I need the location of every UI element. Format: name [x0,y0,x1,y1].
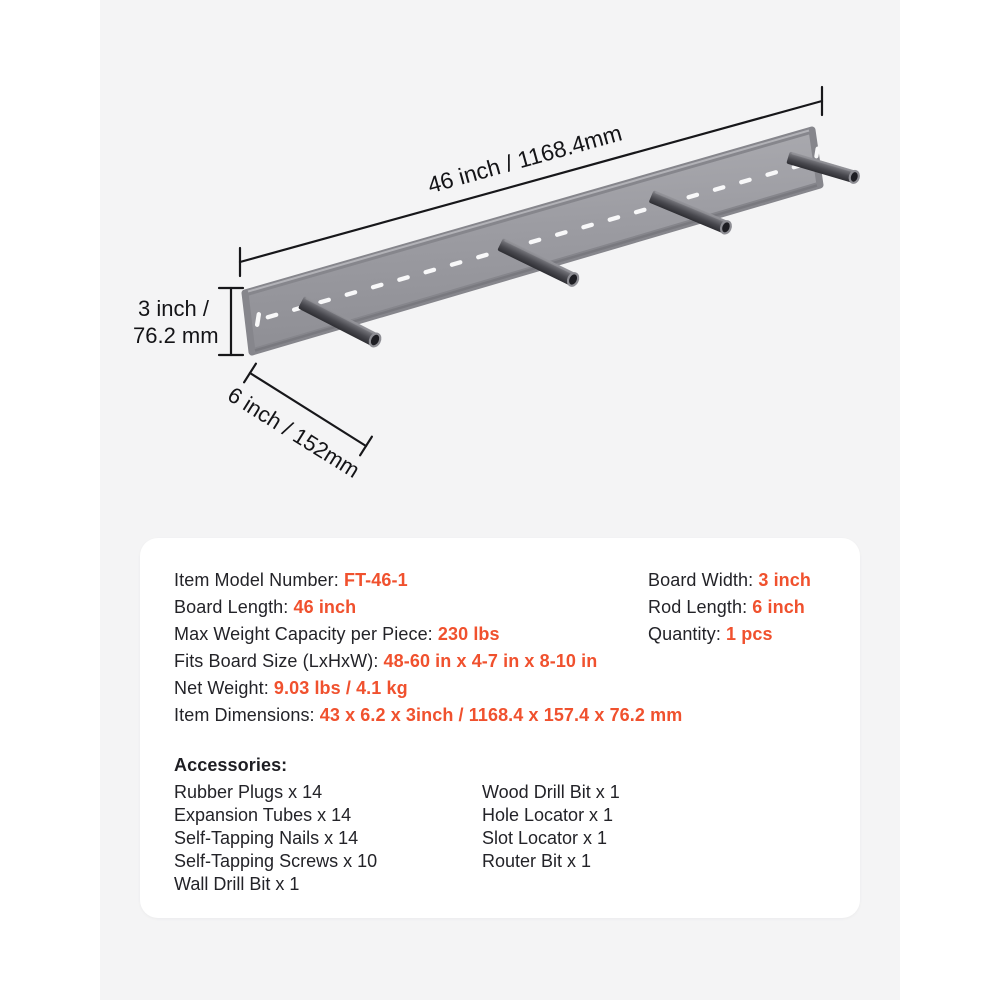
dim-depth-tick-right [360,437,372,456]
accessories-columns [174,781,826,896]
dim-depth-tick-left [244,364,256,383]
spec-label: Net Weight: [174,678,274,698]
accessory-item: Self-Tapping Screws x 10 [174,851,378,871]
accessory-item: Wall Drill Bit x 1 [174,874,300,894]
spec-row-max-weight [174,621,648,648]
dim-depth-label: 6 inch / 152mm [223,381,365,483]
dim-length-label: 46 inch / 1168.4mm [424,119,625,199]
spec-column-right [648,567,826,729]
accessories-section [174,753,826,896]
spec-row-board-width [648,567,826,594]
accessory-item: Rubber Plugs x 14 [174,782,323,802]
spec-column-left [174,567,683,729]
accessories-column-2 [482,781,620,896]
accessory-item: Self-Tapping Nails x 14 [174,828,359,848]
product-canvas [100,0,900,1000]
product-diagram [100,0,900,520]
spec-row-model-number [174,567,648,594]
accessories-heading: Accessories: [174,755,288,775]
spec-value: 6 inch [752,597,805,617]
spec-label: Fits Board Size (LxHxW): [174,651,384,671]
spec-card [140,538,860,918]
spec-label: Rod Length: [648,597,753,617]
spec-row-item-dimensions [174,702,683,729]
spec-value: 9.03 lbs / 4.1 kg [273,678,408,698]
dim-height [133,288,243,355]
spec-row-quantity [648,621,826,648]
spec-value: 46 inch [293,597,357,617]
accessory-item: Expansion Tubes x 14 [174,805,352,825]
spec-label: Item Dimensions: [174,705,320,725]
spec-value: 230 lbs [437,624,500,644]
dim-height-label-line2: 76.2 mm [133,323,219,348]
spec-row-rod-length [648,594,826,621]
spec-label: Board Width: [648,570,759,590]
spec-row-fits-board-size [174,648,648,675]
accessories-column-1 [174,781,482,896]
accessory-item: Router Bit x 1 [482,851,592,871]
spec-row-board-length [174,594,648,621]
spec-value: 1 pcs [726,624,773,644]
spec-label: Max Weight Capacity per Piece: [174,624,438,644]
spec-value: 3 inch [758,570,811,590]
spec-columns [174,567,826,729]
spec-value: FT-46-1 [343,570,408,590]
accessory-item: Slot Locator x 1 [482,828,608,848]
spec-value: 48-60 in x 4-7 in x 8-10 in [383,651,598,671]
spec-label: Quantity: [648,624,727,644]
accessory-item: Hole Locator x 1 [482,805,614,825]
dim-height-label-line1: 3 inch / [138,296,209,321]
spec-label: Board Length: [174,597,294,617]
dim-depth [223,364,372,483]
accessory-item: Wood Drill Bit x 1 [482,782,620,802]
spec-value: 43 x 6.2 x 3inch / 1168.4 x 157.4 x 76.2 mm [319,705,683,725]
spec-row-net-weight [174,675,648,702]
spec-label: Item Model Number: [174,570,344,590]
